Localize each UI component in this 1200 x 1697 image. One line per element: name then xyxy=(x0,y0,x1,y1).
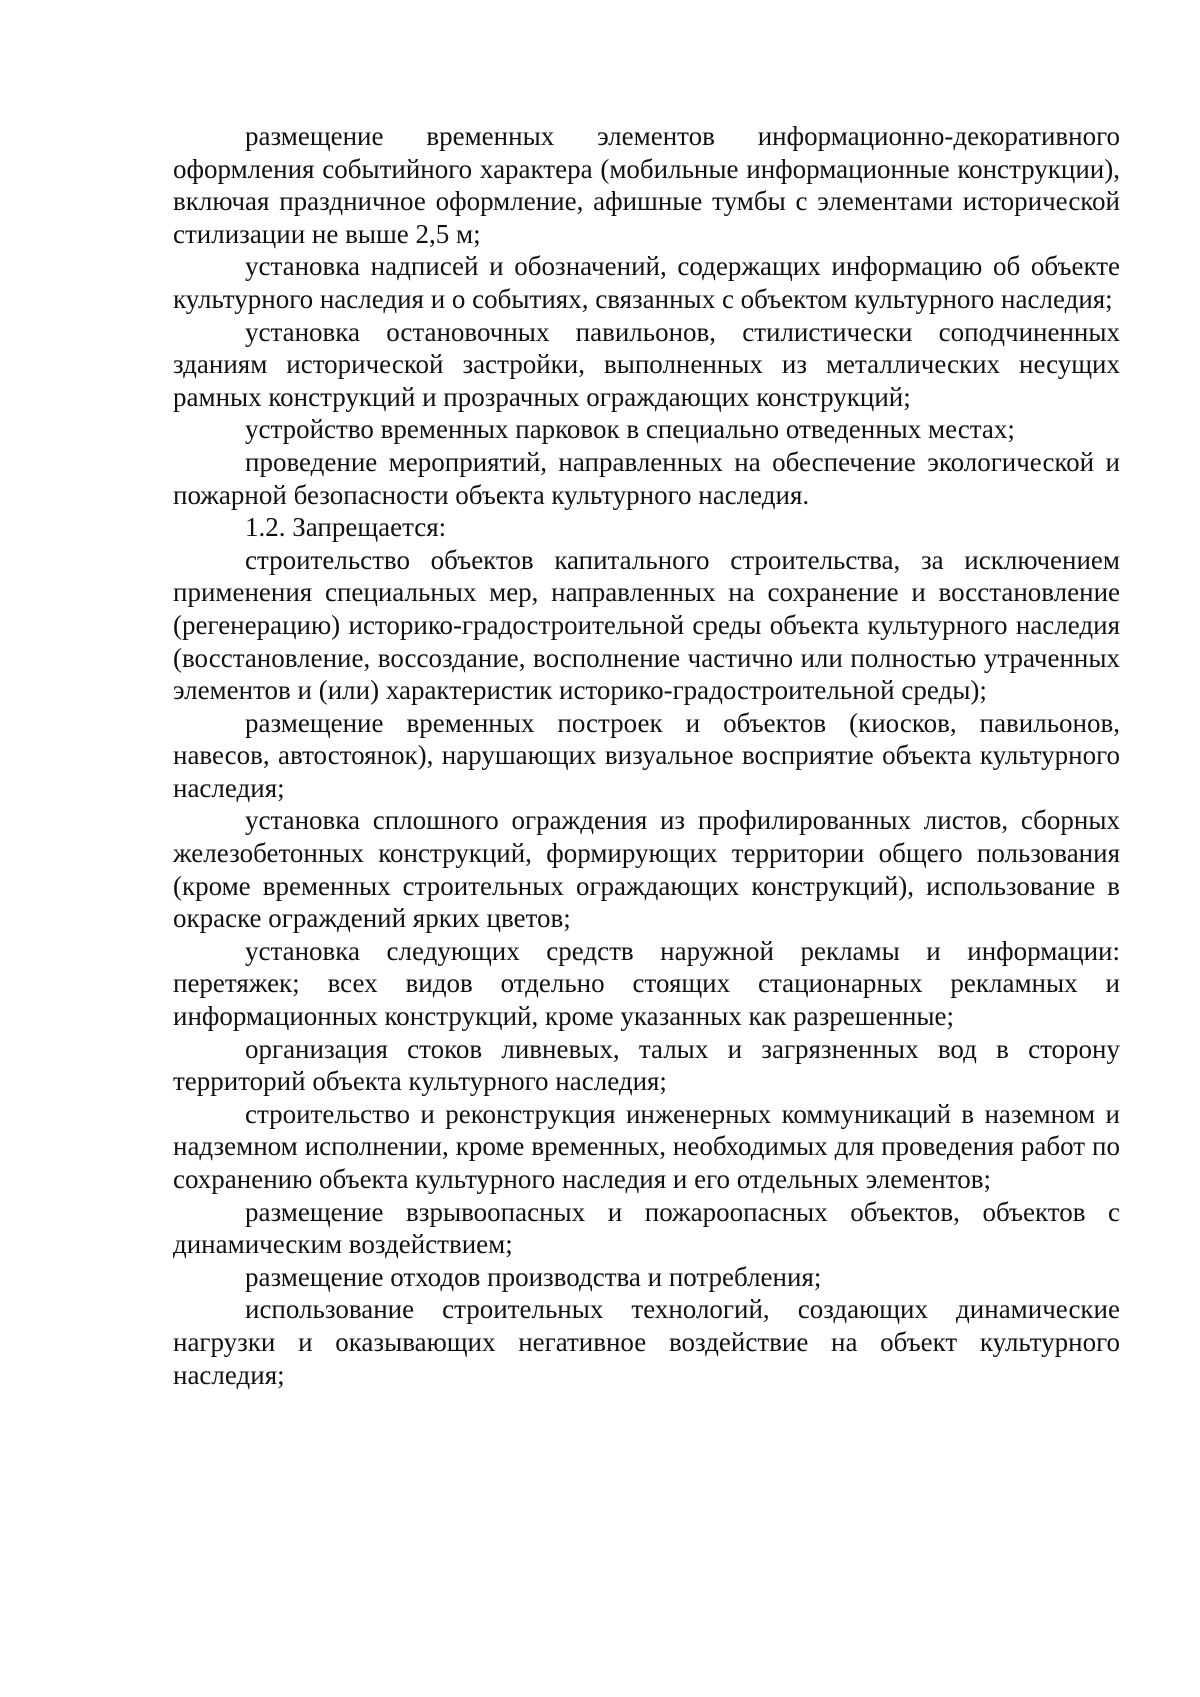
paragraph: размещение отходов производства и потребления; xyxy=(245,1261,822,1292)
paragraph: устройство временных парковок в специально отведенных местах; xyxy=(245,414,1015,445)
paragraph: установка сплошного ограждения из профилированных листов, сборных железобетонных конструкций, формирующих территории общего пользования (кроме временных строительных ограждающих конструкций), использование в окраске ограждений ярких цветов; xyxy=(173,805,1120,934)
paragraph: размещение временных построек и объектов (киосков, павильонов, навесов, автостоянок), нарушающих визуальное восприятие объекта культурного наследия; xyxy=(173,707,1120,803)
paragraph: проведение мероприятий, направленных на обеспечение экологической и пожарной безопасности объекта культурного наследия. xyxy=(173,446,1120,510)
paragraph: строительство объектов капитального строительства, за исключением применения специальных мер, направленных на сохранение и восстановление (регенерацию) историко-градостроительной среды объекта культурного наследия (восстановление, воссоздание, восполнение частично или полностью утраченных элементов и (или) характеристик историко-градостроительной среды); xyxy=(173,544,1120,706)
paragraph: установка остановочных павильонов, стилистически соподчиненных зданиям исторической застройки, выполненных из металлических несущих рамных конструкций и прозрачных ограждающих конструкций; xyxy=(173,316,1120,412)
paragraph: установка следующих средств наружной рекламы и информации: перетяжек; всех видов отдельно стоящих стационарных рекламных и информационных конструкций, кроме указанных как разрешенные; xyxy=(173,935,1120,1032)
paragraph: организация стоков ливневых, талых и загрязненных вод в сторону территорий объекта культурного наследия; xyxy=(173,1033,1120,1097)
section-heading: 1.2. Запрещается: xyxy=(245,512,447,543)
paragraph: строительство и реконструкция инженерных коммуникаций в наземном и надземном исполнении, кроме временных, необходимых для проведения работ по сохранению объекта культурного наследия и его отдельных элементов; xyxy=(173,1098,1120,1194)
document-body xyxy=(173,120,1120,1391)
paragraph: использование строительных технологий, создающих динамические нагрузки и оказывающих негативное воздействие на объект культурного наследия; xyxy=(173,1294,1120,1390)
paragraph: размещение временных элементов информационно-декоративного оформления событийного характера (мобильные информационные конструкции), включая праздничное оформление, афишные тумбы с элементами исторической стилизации не выше 2,5 м; xyxy=(173,121,1120,249)
paragraph: установка надписей и обозначений, содержащих информацию об объекте культурного наследия и о событиях, связанных с объектом культурного наследия; xyxy=(173,251,1120,314)
paragraph: размещение взрывоопасных и пожароопасных объектов, объектов с динамическим воздействием; xyxy=(173,1196,1120,1260)
